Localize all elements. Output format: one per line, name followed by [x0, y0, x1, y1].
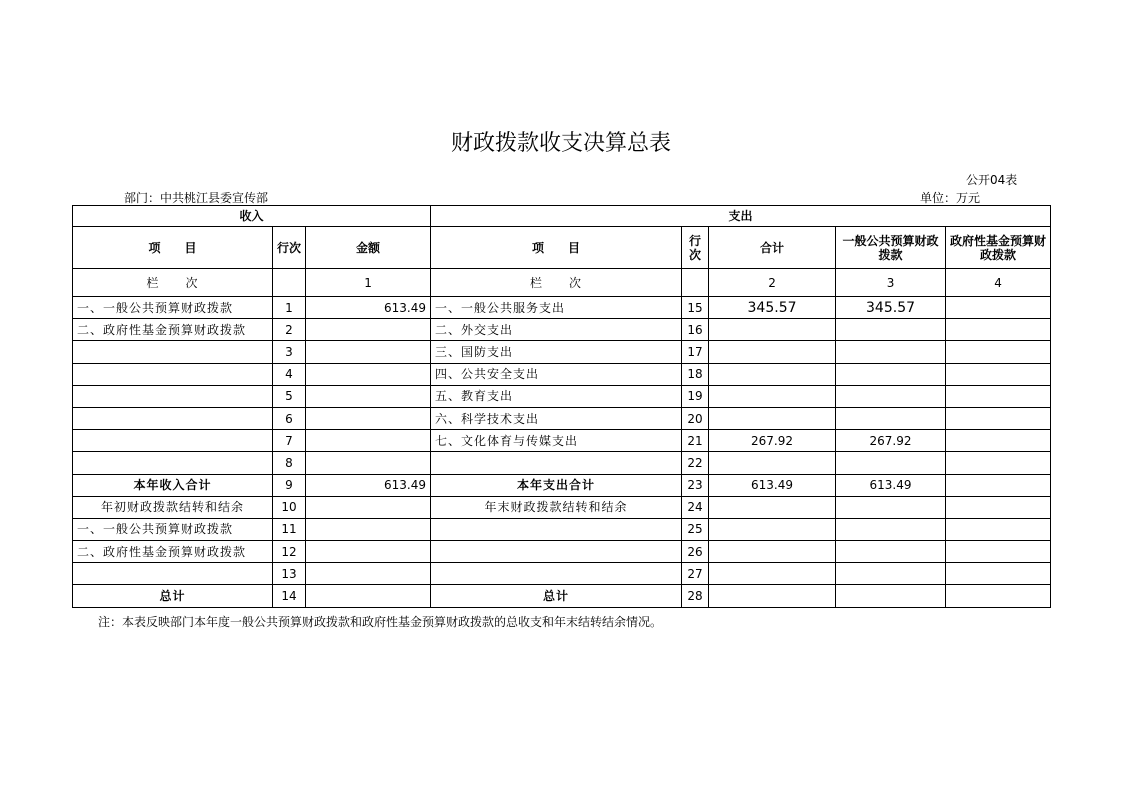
- income-amount-cell: [306, 341, 431, 363]
- general-budget-cell: 345.57: [836, 297, 946, 319]
- expense-item-cell: 一、一般公共服务支出: [431, 297, 682, 319]
- form-number: 公开04表: [966, 173, 1018, 187]
- expense-item-cell: 二、外交支出: [431, 319, 682, 341]
- lanci-blank: [273, 269, 306, 297]
- gov-fund-cell: [946, 585, 1051, 607]
- income-header: 收入: [73, 206, 431, 227]
- income-amount-cell: 613.49: [306, 297, 431, 319]
- column-index-row: [73, 269, 1051, 297]
- income-amount-cell: [306, 363, 431, 385]
- income-amount-cell: [306, 541, 431, 563]
- total-cell: [709, 452, 836, 474]
- income-line-cell: 3: [273, 341, 306, 363]
- total-cell: [709, 585, 836, 607]
- general-budget-cell: [836, 496, 946, 518]
- total-cell: [709, 496, 836, 518]
- income-line-cell: 14: [273, 585, 306, 607]
- total-cell: [709, 363, 836, 385]
- expense-item-cell: [431, 541, 682, 563]
- income-item-cell: [73, 407, 273, 429]
- expense-line-cell: 28: [682, 585, 709, 607]
- table-row: [73, 341, 1051, 363]
- expense-item-header: 项 目: [431, 227, 682, 269]
- expense-line-cell: 15: [682, 297, 709, 319]
- income-amount-cell: [306, 496, 431, 518]
- income-item-cell: [73, 430, 273, 452]
- income-amount-cell: [306, 452, 431, 474]
- total-cell: [709, 319, 836, 341]
- income-line-cell: 2: [273, 319, 306, 341]
- income-item-header: 项 目: [73, 227, 273, 269]
- lanci-col1: 1: [306, 269, 431, 297]
- expense-line-cell: 25: [682, 518, 709, 540]
- gov-fund-cell: [946, 518, 1051, 540]
- gov-fund-cell: [946, 341, 1051, 363]
- general-budget-cell: [836, 563, 946, 585]
- general-budget-cell: 267.92: [836, 430, 946, 452]
- total-cell: 613.49: [709, 474, 836, 496]
- expense-item-cell: 四、公共安全支出: [431, 363, 682, 385]
- department-label: 部门：中共桃江县委宣传部: [124, 191, 269, 205]
- lanci-blank-2: [682, 269, 709, 297]
- expense-line-cell: 17: [682, 341, 709, 363]
- total-cell: 267.92: [709, 430, 836, 452]
- income-amount-cell: [306, 407, 431, 429]
- total-header: 合计: [709, 227, 836, 269]
- unit-label: 单位：万元: [920, 191, 981, 205]
- table-row: [73, 363, 1051, 385]
- gov-fund-cell: [946, 385, 1051, 407]
- table-body: [73, 297, 1051, 608]
- gov-fund-cell: [946, 563, 1051, 585]
- expense-item-cell: 年末财政拨款结转和结余: [431, 496, 682, 518]
- general-budget-cell: [836, 585, 946, 607]
- table-row: [73, 518, 1051, 540]
- gov-fund-cell: [946, 474, 1051, 496]
- general-budget-cell: [836, 341, 946, 363]
- page-title: 财政拨款收支决算总表: [450, 131, 671, 156]
- gov-fund-cell: [946, 452, 1051, 474]
- income-line-cell: 6: [273, 407, 306, 429]
- general-budget-cell: 613.49: [836, 474, 946, 496]
- expense-line-cell: 23: [682, 474, 709, 496]
- expense-item-cell: 本年支出合计: [431, 474, 682, 496]
- total-cell: [709, 518, 836, 540]
- income-amount-cell: 613.49: [306, 474, 431, 496]
- expense-line-cell: 24: [682, 496, 709, 518]
- income-item-cell: 年初财政拨款结转和结余: [73, 496, 273, 518]
- income-item-cell: [73, 563, 273, 585]
- general-budget-cell: [836, 319, 946, 341]
- income-item-cell: 一、一般公共预算财政拨款: [73, 518, 273, 540]
- table-row: [73, 319, 1051, 341]
- table-row: [73, 407, 1051, 429]
- expense-line-cell: 16: [682, 319, 709, 341]
- expense-line-header: 行次: [682, 227, 709, 269]
- expense-header: 支出: [431, 206, 1051, 227]
- expense-item-cell: 总计: [431, 585, 682, 607]
- table-row: [73, 385, 1051, 407]
- column-header-row: [73, 227, 1051, 269]
- income-line-cell: 7: [273, 430, 306, 452]
- lanci-col2: 2: [709, 269, 836, 297]
- income-item-cell: [73, 363, 273, 385]
- income-line-cell: 4: [273, 363, 306, 385]
- expense-line-cell: 27: [682, 563, 709, 585]
- general-budget-cell: [836, 363, 946, 385]
- total-cell: [709, 385, 836, 407]
- table-row: [73, 297, 1051, 319]
- table-row: [73, 541, 1051, 563]
- gov-fund-cell: [946, 407, 1051, 429]
- general-budget-cell: [836, 541, 946, 563]
- income-line-cell: 12: [273, 541, 306, 563]
- income-amount-cell: [306, 430, 431, 452]
- income-amount-cell: [306, 563, 431, 585]
- income-item-cell: 本年收入合计: [73, 474, 273, 496]
- lanci-label: 栏 次: [73, 269, 273, 297]
- expense-item-cell: 六、科学技术支出: [431, 407, 682, 429]
- table-row: [73, 452, 1051, 474]
- income-item-cell: [73, 452, 273, 474]
- income-line-cell: 1: [273, 297, 306, 319]
- gov-fund-cell: [946, 430, 1051, 452]
- table-row: [73, 563, 1051, 585]
- income-item-cell: 二、政府性基金预算财政拨款: [73, 541, 273, 563]
- gov-fund-cell: [946, 363, 1051, 385]
- section-header-row: [73, 206, 1051, 227]
- gov-fund-cell: [946, 541, 1051, 563]
- income-item-cell: 二、政府性基金预算财政拨款: [73, 319, 273, 341]
- table-row: [73, 430, 1051, 452]
- general-budget-cell: [836, 452, 946, 474]
- income-amount-header: 金额: [306, 227, 431, 269]
- gov-fund-header: 政府性基金预算财政拨款: [946, 227, 1051, 269]
- expense-line-cell: 18: [682, 363, 709, 385]
- expense-line-cell: 19: [682, 385, 709, 407]
- income-line-cell: 10: [273, 496, 306, 518]
- expense-item-cell: 三、国防支出: [431, 341, 682, 363]
- total-cell: [709, 407, 836, 429]
- footnote: 注：本表反映部门本年度一般公共预算财政拨款和政府性基金预算财政拨款的总收支和年末结转结余情况。: [98, 615, 663, 629]
- income-line-cell: 13: [273, 563, 306, 585]
- table-row: [73, 474, 1051, 496]
- income-item-cell: [73, 385, 273, 407]
- lanci-label-2: 栏 次: [431, 269, 682, 297]
- expense-line-cell: 21: [682, 430, 709, 452]
- expense-line-cell: 22: [682, 452, 709, 474]
- expense-line-cell: 26: [682, 541, 709, 563]
- general-budget-cell: [836, 407, 946, 429]
- income-item-cell: [73, 341, 273, 363]
- expense-item-cell: 五、教育支出: [431, 385, 682, 407]
- lanci-col3: 3: [836, 269, 946, 297]
- income-amount-cell: [306, 385, 431, 407]
- expense-item-cell: [431, 452, 682, 474]
- expense-item-cell: [431, 563, 682, 585]
- income-amount-cell: [306, 585, 431, 607]
- table-row: [73, 496, 1051, 518]
- expense-item-cell: 七、文化体育与传媒支出: [431, 430, 682, 452]
- general-budget-cell: [836, 518, 946, 540]
- income-line-cell: 11: [273, 518, 306, 540]
- general-budget-header: 一般公共预算财政拨款: [836, 227, 946, 269]
- general-budget-cell: [836, 385, 946, 407]
- budget-summary-table: [72, 205, 1051, 608]
- income-line-header: 行次: [273, 227, 306, 269]
- income-item-cell: 总计: [73, 585, 273, 607]
- total-cell: [709, 563, 836, 585]
- income-item-cell: 一、一般公共预算财政拨款: [73, 297, 273, 319]
- income-amount-cell: [306, 518, 431, 540]
- lanci-col4: 4: [946, 269, 1051, 297]
- total-cell: 345.57: [709, 297, 836, 319]
- gov-fund-cell: [946, 319, 1051, 341]
- table-row: [73, 585, 1051, 607]
- income-line-cell: 9: [273, 474, 306, 496]
- total-cell: [709, 541, 836, 563]
- gov-fund-cell: [946, 496, 1051, 518]
- income-line-cell: 5: [273, 385, 306, 407]
- expense-line-cell: 20: [682, 407, 709, 429]
- income-line-cell: 8: [273, 452, 306, 474]
- expense-item-cell: [431, 518, 682, 540]
- income-amount-cell: [306, 319, 431, 341]
- gov-fund-cell: [946, 297, 1051, 319]
- total-cell: [709, 341, 836, 363]
